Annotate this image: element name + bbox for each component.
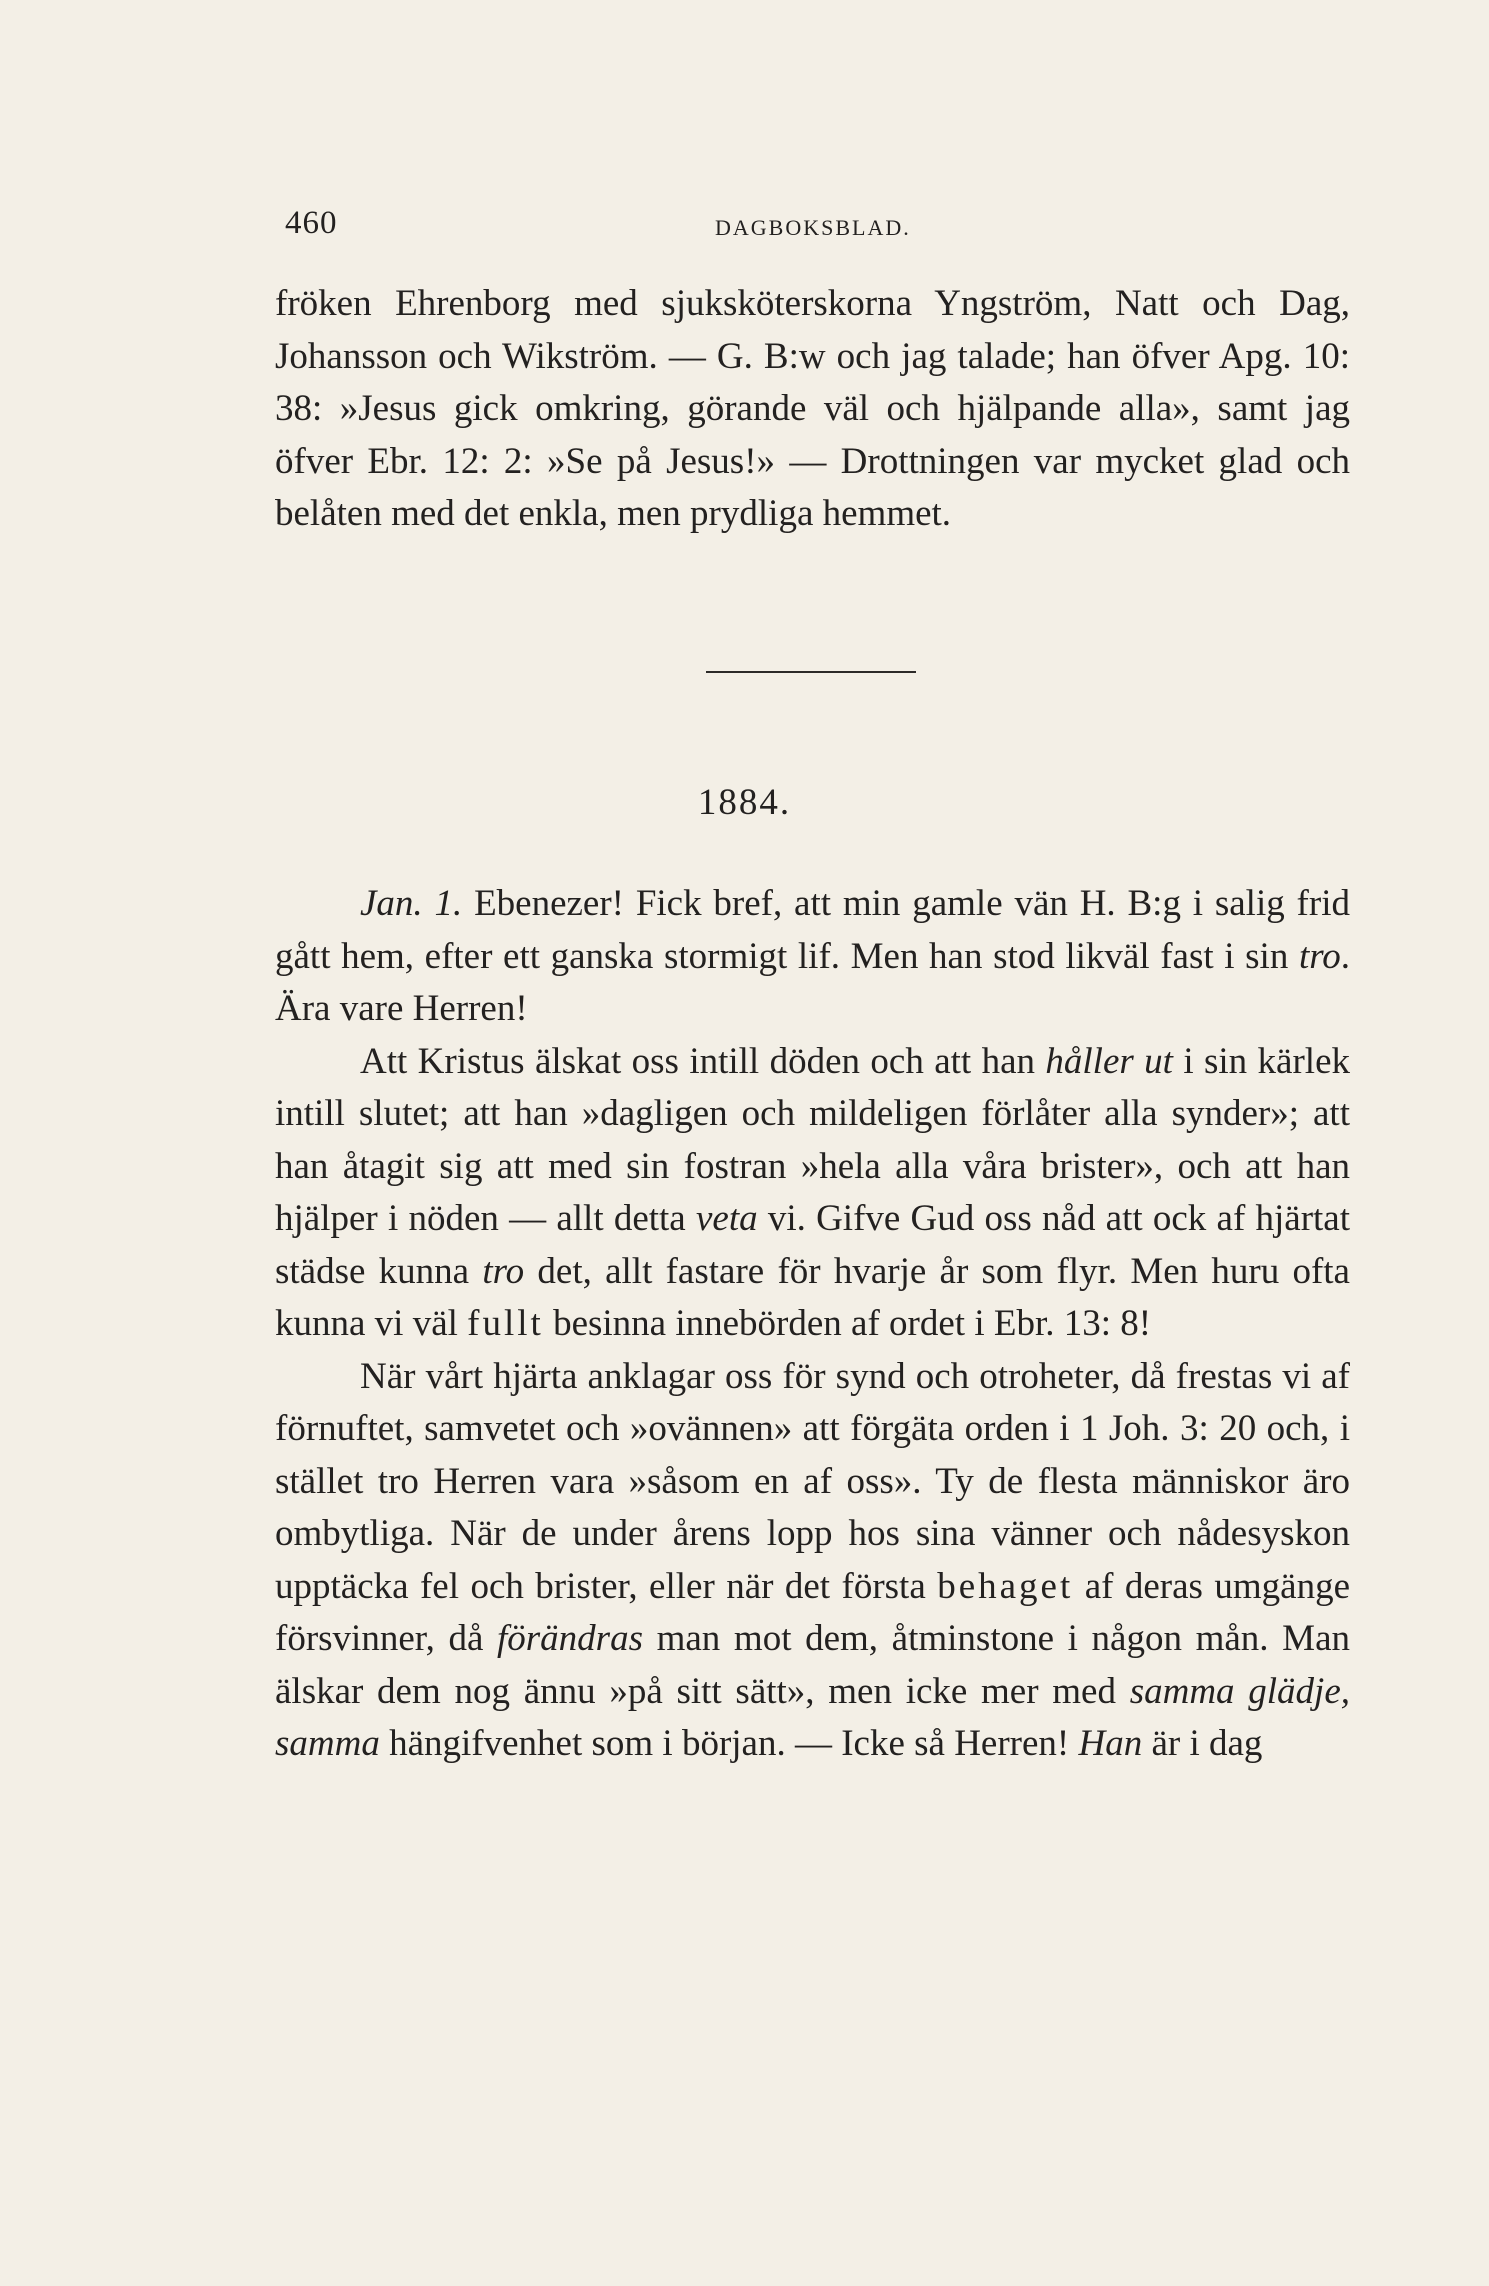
text-run: man mot dem, åtminstone i någon mån. Man älskar dem nog ännu »på sitt sätt», men icke mer med [275,1618,1350,1712]
emphasis: förändras [497,1618,643,1659]
text-run: Ebenezer! Fick bref, att min gamle vän H. B:g i salig frid gått hem, efter ett ganska stormigt lif. Men han stod likväl fast i sin [275,883,1350,977]
paragraph-hjarta [275,1351,1350,1771]
text-run: vi. Gifve Gud oss nåd att ock af hjärtat städse kunna [275,1198,1351,1292]
spaced-emphasis: fullt [467,1303,544,1344]
text-run: Att Kristus älskat oss intill döden och att han [360,1040,1046,1082]
text-run: af deras umgänge försvinner, då [275,1565,1350,1659]
text-run: . Ära vare Herren! [275,935,1350,1029]
emphasis: tro [1298,935,1341,977]
text-run: När vårt hjärta anklagar oss för synd och otroheter, då frestas vi af förnuftet, samvetet och »ovännen» att förgäta orden i 1 Joh. 3: 20 och, i stället tro Herren vara »såsom en af oss». Ty de flesta människor äro ombytliga. När de under årens lopp hos sina vänner och nådesyskon upptäcka fel och brister, eller när det första [275,1355,1350,1607]
paragraph: fröken Ehrenborg med sjuksköterskorna Yngström, Natt och Dag, Johansson och Wikström. — G. B:w och jag talade; han öfver Apg. 10: 38: »Jesus gick omkring, görande väl och hjälpande alla», samt jag öfver Ebr. 12: 2: »Se på Jesus!» — Drottningen var mycket glad och belåten med det enkla, men prydliga hemmet. [275,283,1350,534]
entry-date: Jan. 1. [360,883,463,924]
text-run: hängifvenhet som i början. — Icke så Herren! [379,1723,1079,1764]
paragraph-kristus [275,1036,1350,1351]
paragraph-jan-1 [275,878,1350,1036]
running-head: DAGBOKSBLAD. [715,215,911,240]
text-run: är i dag [1142,1723,1263,1764]
emphasis: Han [1078,1723,1143,1764]
section-divider [706,671,916,673]
page-number: 460 [285,205,338,241]
spaced-emphasis: behaget [937,1565,1074,1607]
entry-1884 [275,878,1350,1771]
text-run: det, allt fastare för hvarje år som flyr. Men huru ofta kunna vi väl [275,1250,1350,1344]
page-header [285,205,1355,255]
emphasis: tro [482,1250,525,1292]
entry-1883-continuation [275,278,1350,541]
emphasis: håller ut [1045,1040,1173,1082]
emphasis: veta [695,1198,758,1239]
year-heading: 1884. [697,782,792,823]
text-run: i sin kärlek intill slutet; att han »dagligen och mildeligen förlåter alla synder»; att han åtagit sig att med sin fostran »hela alla våra brister», och att han hjälper i nöden — allt detta [275,1040,1350,1239]
emphasis: samma glädje, samma [275,1670,1350,1764]
text-run: besinna innebörden af ordet i Ebr. 13: 8! [543,1303,1152,1344]
